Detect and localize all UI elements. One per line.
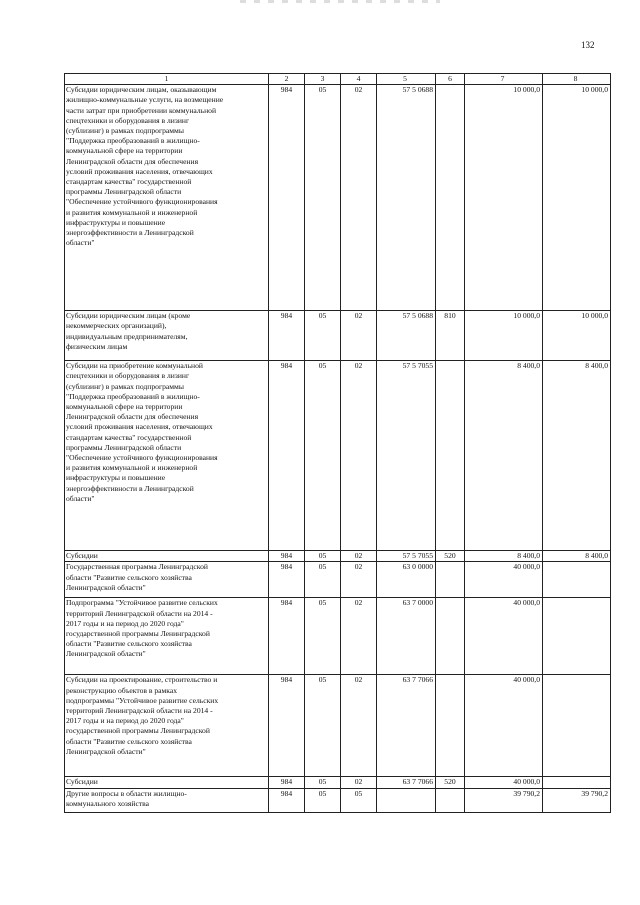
row-ministry-code: 984 [269, 551, 305, 562]
page-number: 132 [581, 40, 595, 50]
scan-artifact [240, 0, 440, 3]
row-description: Другие вопросы в области жилищно- коммунального хозяйства [65, 788, 269, 812]
column-header-7: 7 [465, 74, 543, 85]
row-ministry-code: 984 [269, 361, 305, 551]
row-amount-8 [543, 675, 611, 777]
row-subsection-code: 02 [341, 311, 377, 361]
row-amount-8: 10 000,0 [543, 85, 611, 311]
table-row [65, 777, 611, 788]
column-header-3: 3 [305, 74, 341, 85]
table-row [65, 85, 611, 311]
row-section-code: 05 [305, 675, 341, 777]
column-header-6: 6 [436, 74, 465, 85]
row-amount-8 [543, 562, 611, 598]
row-target-article: 63 0 0000 [377, 562, 436, 598]
row-expense-type [436, 675, 465, 777]
row-expense-type [436, 85, 465, 311]
row-subsection-code: 05 [341, 788, 377, 812]
row-amount-7: 8 400,0 [465, 361, 543, 551]
table-row [65, 598, 611, 675]
row-amount-7: 40 000,0 [465, 777, 543, 788]
row-description: Субсидии юридическим лицам, оказывающим жилищно-коммунальные услуги, на возмещение части затрат при приобретении коммунальной спецтехники и оборудования в лизинг (сублизинг) в рамках подпрограммы "Поддержка преобразований в жилищно- коммунальной сфере на территории Ленинградской области для обеспечения условий проживания населения, отвечающих стандартам качества" государственной программы Ленинградской области "Обеспечение устойчивого функционирования и развития коммунальной и инженерной инфраструктуры и повышение энергоэффективности в Ленинградской области" [65, 85, 269, 311]
row-expense-type: 520 [436, 777, 465, 788]
row-amount-8: 8 400,0 [543, 551, 611, 562]
row-amount-7: 10 000,0 [465, 311, 543, 361]
row-target-article: 63 7 0000 [377, 598, 436, 675]
row-expense-type: 520 [436, 551, 465, 562]
row-ministry-code: 984 [269, 777, 305, 788]
row-target-article: 57 5 7055 [377, 551, 436, 562]
row-amount-8: 8 400,0 [543, 361, 611, 551]
row-target-article [377, 788, 436, 812]
row-amount-8: 10 000,0 [543, 311, 611, 361]
table-row [65, 675, 611, 777]
column-header-2: 2 [269, 74, 305, 85]
table-row [65, 562, 611, 598]
column-header-1: 1 [65, 74, 269, 85]
row-description: Государственная программа Ленинградской области "Развитие сельского хозяйства Ленинградской области" [65, 562, 269, 598]
row-expense-type [436, 598, 465, 675]
row-amount-7: 40 000,0 [465, 562, 543, 598]
row-section-code: 05 [305, 777, 341, 788]
row-ministry-code: 984 [269, 311, 305, 361]
row-section-code: 05 [305, 551, 341, 562]
row-expense-type [436, 562, 465, 598]
row-ministry-code: 984 [269, 598, 305, 675]
row-description: Субсидии на приобретение коммунальной спецтехники и оборудования в лизинг (сублизинг) в рамках подпрограммы "Поддержка преобразований в жилищно- коммунальной сфере на территории Ленинградской области для обеспечения условий проживания населения, отвечающих стандартам качества" государственной программы Ленинградской области "Обеспечение устойчивого функционирования и развития коммунальной и инженерной инфраструктуры и повышение энергоэффективности в Ленинградской области" [65, 361, 269, 551]
row-description: Субсидии юридическим лицам (кроме некоммерческих организаций), индивидуальным предпринимателям, физическим лицам [65, 311, 269, 361]
row-description: Субсидии [65, 551, 269, 562]
row-amount-7: 8 400,0 [465, 551, 543, 562]
row-amount-8: 39 790,2 [543, 788, 611, 812]
row-section-code: 05 [305, 562, 341, 598]
row-description: Субсидии [65, 777, 269, 788]
row-ministry-code: 984 [269, 85, 305, 311]
row-subsection-code: 02 [341, 361, 377, 551]
column-header-5: 5 [377, 74, 436, 85]
row-subsection-code: 02 [341, 777, 377, 788]
row-target-article: 63 7 7066 [377, 675, 436, 777]
table-row [65, 361, 611, 551]
row-target-article: 57 5 0688 [377, 85, 436, 311]
row-amount-8 [543, 777, 611, 788]
row-target-article: 63 7 7066 [377, 777, 436, 788]
row-subsection-code: 02 [341, 598, 377, 675]
row-ministry-code: 984 [269, 788, 305, 812]
row-subsection-code: 02 [341, 551, 377, 562]
row-target-article: 57 5 7055 [377, 361, 436, 551]
row-expense-type: 810 [436, 311, 465, 361]
row-expense-type [436, 361, 465, 551]
row-amount-8 [543, 598, 611, 675]
row-ministry-code: 984 [269, 675, 305, 777]
row-section-code: 05 [305, 311, 341, 361]
row-amount-7: 40 000,0 [465, 598, 543, 675]
column-header-8: 8 [543, 74, 611, 85]
row-section-code: 05 [305, 361, 341, 551]
row-description: Субсидии на проектирование, строительство и реконструкцию объектов в рамках подпрограммы "Устойчивое развитие сельских территорий Ленинградской области на 2014 - 2017 годы и на период до 2020 года" государственной программы Ленинградской области "Развитие сельского хозяйства Ленинградской области" [65, 675, 269, 777]
row-subsection-code: 02 [341, 675, 377, 777]
column-header-4: 4 [341, 74, 377, 85]
table-row [65, 551, 611, 562]
row-subsection-code: 02 [341, 562, 377, 598]
row-section-code: 05 [305, 85, 341, 311]
row-section-code: 05 [305, 788, 341, 812]
table-row [65, 311, 611, 361]
row-subsection-code: 02 [341, 85, 377, 311]
row-amount-7: 10 000,0 [465, 85, 543, 311]
row-section-code: 05 [305, 598, 341, 675]
header-row [65, 74, 611, 85]
budget-table [64, 73, 611, 813]
row-amount-7: 39 790,2 [465, 788, 543, 812]
row-target-article: 57 5 0688 [377, 311, 436, 361]
row-amount-7: 40 000,0 [465, 675, 543, 777]
row-ministry-code: 984 [269, 562, 305, 598]
table-row [65, 788, 611, 812]
row-description: Подпрограмма "Устойчивое развитие сельских территорий Ленинградской области на 2014 - 2017 годы и на период до 2020 года" государственной программы Ленинградской области "Развитие сельского хозяйства Ленинградской области" [65, 598, 269, 675]
row-expense-type [436, 788, 465, 812]
